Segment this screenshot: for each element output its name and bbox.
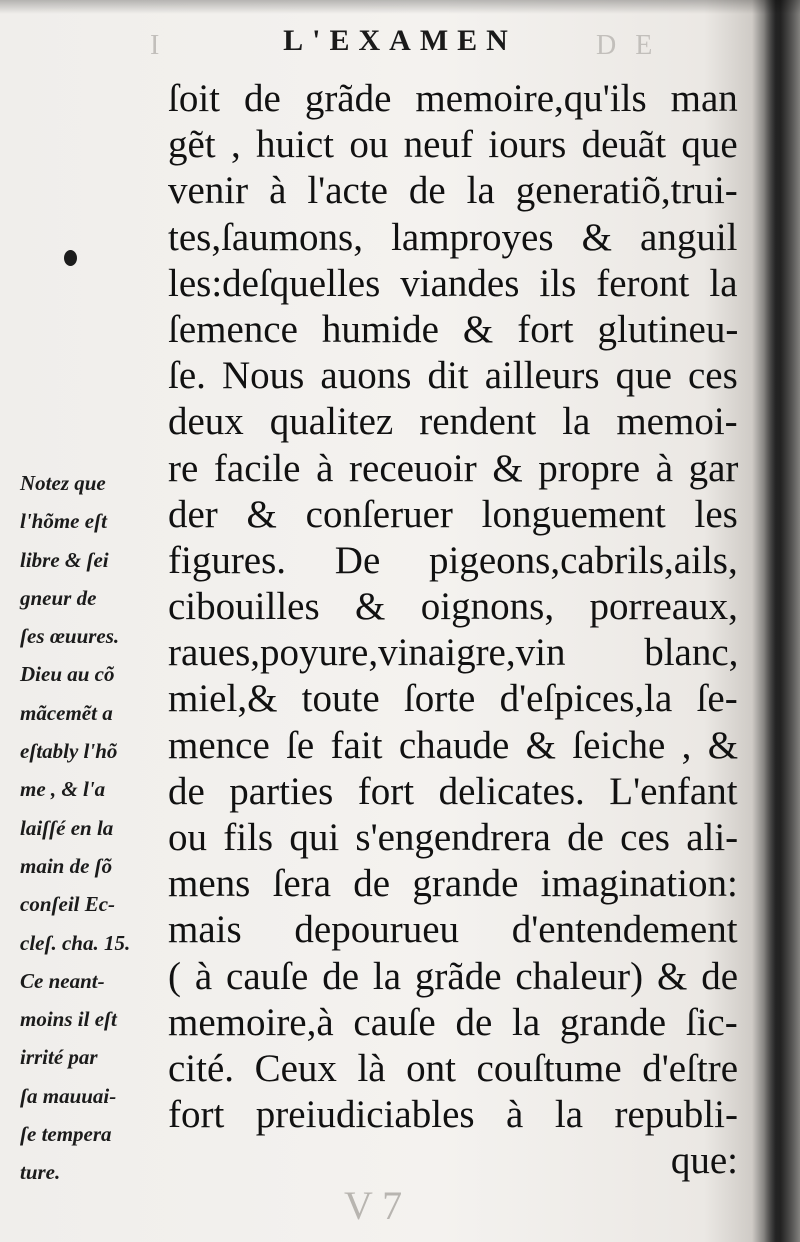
- note-line: l'hõme eſt: [20, 509, 107, 534]
- note-line: me , & l'a: [20, 777, 106, 802]
- text-line: de parties fort delicates. L'enfant: [168, 769, 738, 813]
- top-shadow: [0, 0, 800, 14]
- note-line: moins il eſt: [20, 1007, 117, 1032]
- running-head: L'EXAMEN: [283, 24, 517, 57]
- text-line: fort preiudiciables à la republi-: [168, 1093, 738, 1137]
- body-text: [168, 76, 738, 1185]
- show-through-text-right: D E: [596, 30, 659, 61]
- note-line: Dieu au cõ: [20, 662, 115, 687]
- marginal-note: [20, 464, 172, 1192]
- text-line: re facile à receuoir & propre à gar: [168, 446, 739, 490]
- ink-blot: [64, 250, 77, 266]
- note-line: irrité par: [20, 1045, 98, 1070]
- show-through-signature: V 7: [344, 1183, 403, 1228]
- note-line: mãcemẽt a: [20, 700, 113, 725]
- text-line: ſe. Nous auons dit ailleurs que ces: [168, 354, 738, 398]
- text-line: ou fils qui s'engendrera de ces ali-: [168, 816, 739, 859]
- note-line: eſtably l'hõ: [20, 739, 118, 764]
- note-line: ſe tempera: [20, 1122, 112, 1147]
- note-line: ture.: [20, 1160, 61, 1185]
- text-line: ſoit de grãde memoire,qu'ils man: [168, 77, 738, 120]
- note-line: ſes œuures.: [20, 624, 120, 649]
- text-line: gẽt , huict ou neuf iours deuãt que: [168, 123, 738, 167]
- text-line: memoire,à cauſe de la grande ſic-: [168, 1000, 738, 1044]
- note-line: gneur de: [20, 585, 97, 610]
- text-line: der & conſeruer longuement les: [168, 492, 738, 536]
- note-line: cleſ. cha. 15.: [20, 930, 131, 955]
- note-line: ſa mauuai-: [20, 1083, 117, 1108]
- gutter-shadow: [764, 0, 800, 1242]
- show-through-text-left: I: [150, 30, 164, 61]
- text-line: mais depourueu d'entendement: [168, 908, 738, 952]
- catchword: que:: [670, 1139, 738, 1183]
- text-line: deux qualitez rendent la memoi-: [168, 400, 738, 444]
- note-line: libre & ſei: [20, 547, 109, 572]
- text-line: cibouilles & oignons, porreaux,: [168, 585, 738, 629]
- text-line: venir à l'acte de la generatiõ,trui-: [168, 169, 738, 213]
- note-line: main de ſõ: [20, 853, 113, 878]
- note-line: conſeil Ec-: [20, 892, 116, 917]
- text-line: ſemence humide & fort glutineu-: [168, 307, 739, 351]
- note-line: laiſſé en la: [20, 815, 114, 840]
- text-line: ( à cauſe de la grãde chaleur) & de: [168, 954, 739, 998]
- text-line: les:deſquelles viandes ils feront la: [168, 261, 738, 305]
- text-line: figures. De pigeons,cabrils,ails,: [168, 538, 738, 582]
- text-line: cité. Ceux là ont couſtume d'eſtre: [168, 1046, 739, 1090]
- text-line: mence ſe fait chaude & ſeiche , &: [168, 723, 739, 767]
- note-line: Ce neant-: [20, 968, 105, 993]
- note-line: Notez que: [20, 471, 106, 495]
- text-line: tes,ſaumons, lamproyes & anguil: [168, 215, 738, 259]
- text-line: mens ſera de grande imagination:: [168, 862, 738, 906]
- text-line: raues,poyure,vinaigre,vin blanc,: [168, 631, 739, 675]
- text-line: miel,& toute ſorte d'eſpices,la ſe-: [168, 677, 738, 721]
